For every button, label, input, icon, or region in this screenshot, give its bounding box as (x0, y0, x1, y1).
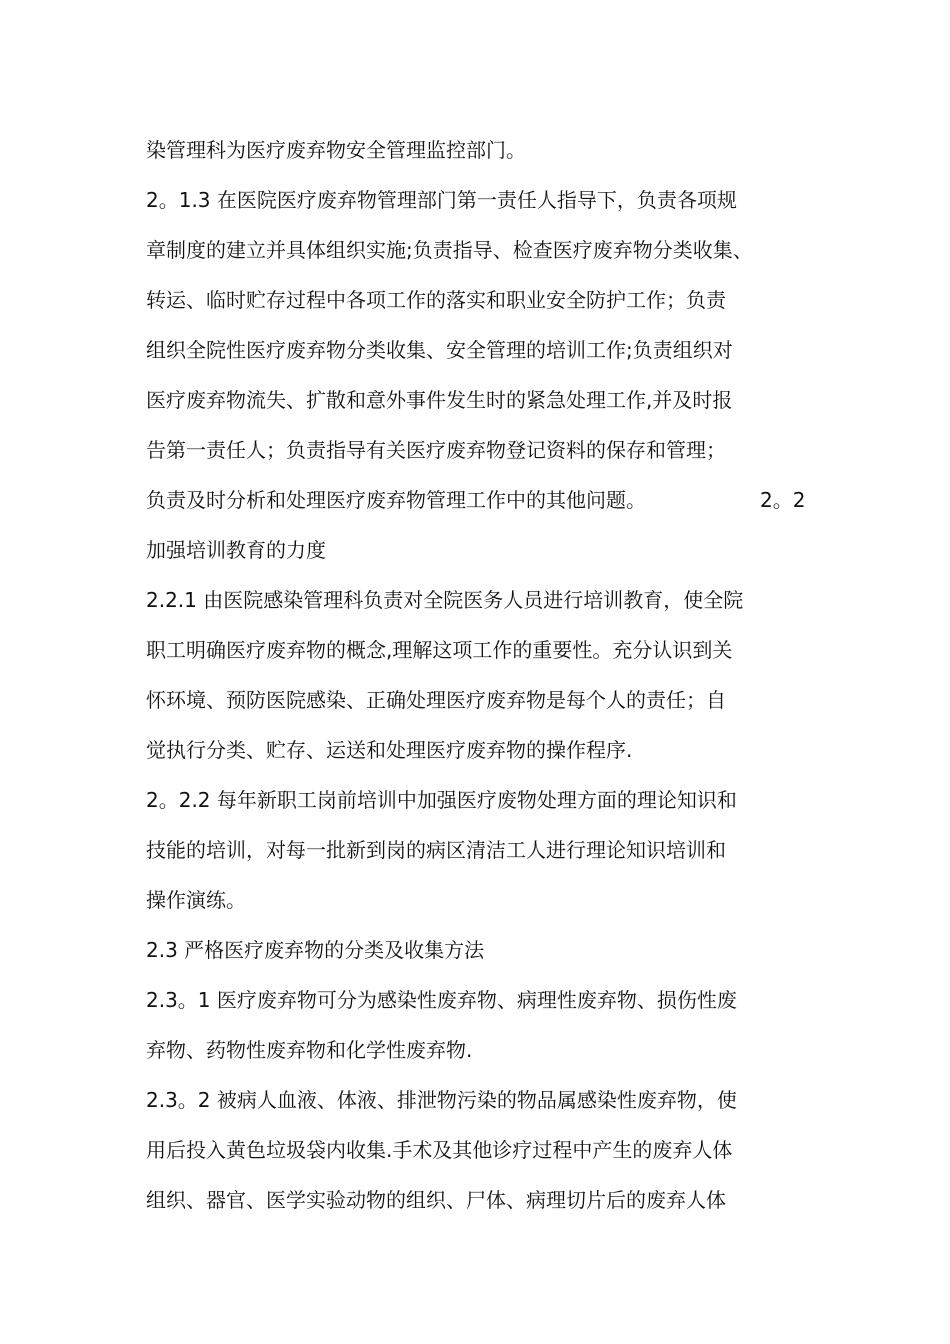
text-line: 医疗废弃物流失、扩散和意外事件发生时的紧急处理工作,并及时报 (146, 388, 733, 412)
text-line: 章制度的建立并具体组织实施;负责指导、检查医疗废弃物分类收集、 (146, 238, 753, 262)
text-line: 染管理科为医疗废弃物安全管理监控部门。 (146, 138, 526, 162)
section-number: 2。2 (760, 488, 806, 512)
text-line: 2.3。2 被病人血液、体液、排泄物污染的物品属感染性废弃物，使 (146, 1088, 737, 1112)
text-line: 操作演练。 (146, 888, 246, 912)
text-line: 转运、临时贮存过程中各项工作的落实和职业安全防护工作；负责 (146, 288, 726, 312)
text-line: 告第一责任人；负责指导有关医疗废弃物登记资料的保存和管理； (146, 438, 726, 462)
text-line: 2。1.3 在医院医疗废弃物管理部门第一责任人指导下，负责各项规 (146, 188, 737, 212)
text-line: 觉执行分类、贮存、运送和处理医疗废弃物的操作程序. (146, 738, 633, 762)
text-line: 用后投入黄色垃圾袋内收集.手术及其他诊疗过程中产生的废弃人体 (146, 1138, 733, 1162)
section-heading: 2.3 严格医疗废弃物的分类及收集方法 (146, 938, 485, 962)
text-line: 组织、器官、医学实验动物的组织、尸体、病理切片后的废弃人体 (146, 1188, 726, 1212)
text-line: 怀环境、预防医院感染、正确处理医疗废弃物是每个人的责任；自 (146, 688, 726, 712)
text-line: 2.3。1 医疗废弃物可分为感染性废弃物、病理性废弃物、损伤性废 (146, 988, 737, 1012)
text-line: 弃物、药物性废弃物和化学性废弃物. (146, 1038, 473, 1062)
text-line: 负责及时分析和处理医疗废弃物管理工作中的其他问题。 (146, 488, 646, 512)
section-heading: 加强培训教育的力度 (146, 538, 326, 562)
text-line: 2.2.1 由医院感染管理科负责对全院医务人员进行培训教育，使全院 (146, 588, 744, 612)
text-line: 组织全院性医疗废弃物分类收集、安全管理的培训工作;负责组织对 (146, 338, 733, 362)
text-line: 技能的培训，对每一批新到岗的病区清洁工人进行理论知识培训和 (146, 838, 726, 862)
text-line: 2。2.2 每年新职工岗前培训中加强医疗废物处理方面的理论知识和 (146, 788, 737, 812)
text-line: 职工明确医疗废弃物的概念,理解这项工作的重要性。充分认识到关 (146, 638, 733, 662)
